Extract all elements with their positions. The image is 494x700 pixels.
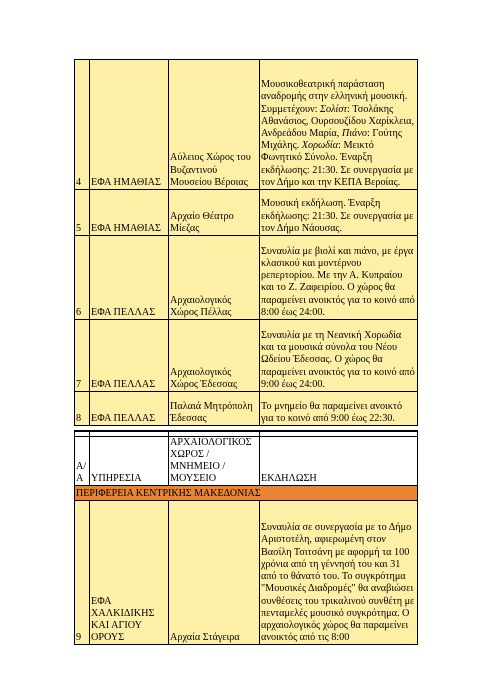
event-cell <box>260 320 418 392</box>
event-role-label: Πιάνο <box>341 127 367 139</box>
header-site: ΑΡΧΑΙΟΛΟΓΙΚΟΣ ΧΩΡΟΣ / ΜΝΗΜΕΙΟ / ΜΟΥΣΕΙΟ <box>169 436 260 486</box>
events-table-body <box>75 60 418 426</box>
event-cell <box>260 236 418 320</box>
event-cell: Συναυλία σε συνεργασία με το Δήμο Αριστοτέλη, αφιερωμένη στον Βασίλη Τσιτσάνη με αφορμή τα 100 χρόνια από τη γέννησή του και 31 από το θάνατό του. Το συγκρότημα "Μουσικές Διαδρομές" θα αναβιώσει συνθέσεις του τρικαλινού συνθέτη με πενταμελές μουσικό συγκρότημα. Ο αρχαιολογικός χώρος θα παραμείνει ανοικτός από τις 8:00 <box>260 501 418 645</box>
service-cell: ΕΦΑ ΠΕΛΛΑΣ <box>90 320 169 392</box>
events-table-continued <box>74 59 418 426</box>
table-row <box>75 60 418 190</box>
event-text: Συναυλία με τη Νεανική Χορωδία και τα μουσικά σύνολα του Νέου Ωδείου Έδεσσας. Ο χώρος θα παραμείνει ανοικτός για το κοινό από 9:00 έως 24:00. <box>261 329 415 390</box>
row-number: 4 <box>75 60 90 190</box>
site-cell: Αρχαιολογικός Χώρος Έδεσσας <box>169 320 260 392</box>
event-text: : Μεικτό Φωνητικό Σύνολο. Έναρξη εκδήλωσης: 21:30. Σε συνεργασία με τον Δήμο και την ΚΕΠΑ Βεροίας. <box>261 140 414 188</box>
event-text: Συναυλία με βιολί και πιάνο, με έργα κλασικού και μοντέρνου ρεπερτορίου. Με την Α. Κυπραίου και το Ζ. Ζαφειρίου. Ο χώρος θα παραμείνει ανοικτός για το κοινό από 8:00 έως 24:00. <box>261 245 415 318</box>
region-label: ΠΕΡΙΦΕΡΕΙΑ ΚΕΝΤΡΙΚΗΣ ΜΑΚΕΔΟΝΙΑΣ <box>75 486 418 501</box>
site-cell: Αρχαία Στάγειρα <box>169 501 260 645</box>
events-table-body <box>75 431 418 645</box>
event-text: : Γούτης Μιχάλης. <box>261 127 402 152</box>
table-row <box>75 501 418 645</box>
events-table-new-page <box>74 430 418 645</box>
service-cell: ΕΦΑ ΧΑΛΚΙΔΙΚΗΣ ΚΑΙ ΑΓΙΟΥ ΟΡΟΥΣ <box>90 501 169 645</box>
event-cell <box>260 190 418 236</box>
row-number: 7 <box>75 320 90 392</box>
service-cell: ΕΦΑ ΗΜΑΘΙΑΣ <box>90 60 169 190</box>
service-cell: ΕΦΑ ΗΜΑΘΙΑΣ <box>90 190 169 236</box>
event-text: Μουσική εκδήλωση. Έναρξη εκδήλωσης: 21:30. Σε συνεργασία με τον Δήμο Νάουσας. <box>261 198 414 234</box>
event-role-label: Σολίστ <box>319 103 348 115</box>
row-number: 9 <box>75 501 90 645</box>
site-cell: Αύλειος Χώρος του Βυζαντινού Μουσείου Βέροιας <box>169 60 260 190</box>
event-text: Το μνημείο θα παραμείνει ανοικτό για το κοινό από 9:00 έως 22:30. <box>261 400 403 424</box>
row-number: 6 <box>75 236 90 320</box>
service-cell: ΕΦΑ ΠΕΛΛΑΣ <box>90 236 169 320</box>
region-row <box>75 486 418 501</box>
event-cell <box>260 392 418 426</box>
header-service: ΥΠΗΡΕΣΙΑ <box>90 436 169 486</box>
table-row <box>75 236 418 320</box>
site-cell: Αρχαιολογικός Χώρος Πέλλας <box>169 236 260 320</box>
table-header-row <box>75 436 418 486</box>
row-number: 5 <box>75 190 90 236</box>
site-cell: Παλαιά Μητρόπολη Έδεσσας <box>169 392 260 426</box>
table-row <box>75 320 418 392</box>
header-number: Α/Α <box>75 436 90 486</box>
table-row <box>75 190 418 236</box>
site-cell: Αρχαίο Θέατρο Μίεζας <box>169 190 260 236</box>
table-row <box>75 392 418 426</box>
event-text: Μουσικοθεατρική παράσταση αναδρομής στην ελληνική μουσική. Συμμετέχουν: <box>261 79 408 115</box>
header-event: ΕΚΔΗΛΩΣΗ <box>260 436 418 486</box>
event-role-label: Χορωδία <box>301 140 339 152</box>
event-cell <box>260 60 418 190</box>
event-text: : Τσολάκης Αθανάσιος, Ουρσουζίδου Χαρίκλεια, Ανδρεάδου Μαρία, <box>261 103 415 139</box>
service-cell: ΕΦΑ ΠΕΛΛΑΣ <box>90 392 169 426</box>
row-number: 8 <box>75 392 90 426</box>
